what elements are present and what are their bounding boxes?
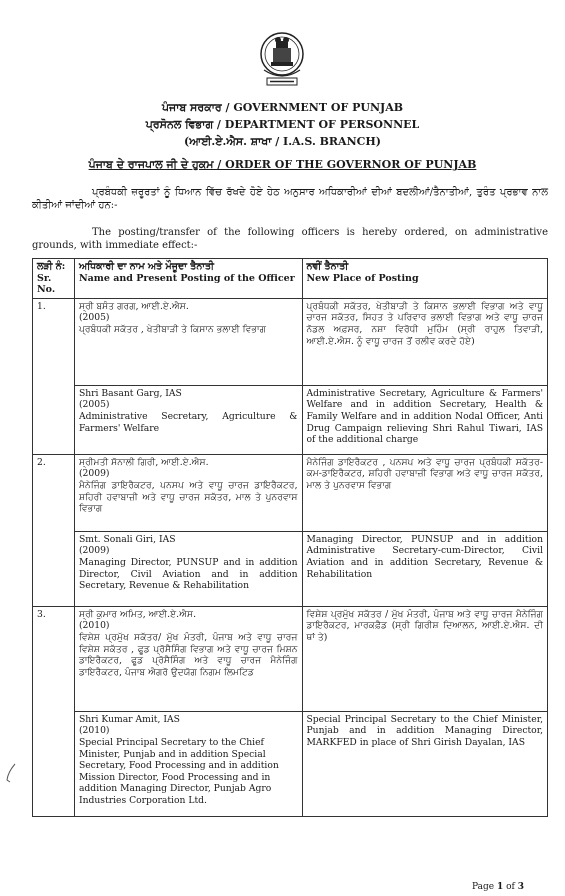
state-emblem-icon [258,30,306,92]
order-title: ਪੰਜਾਬ ਦੇ ਰਾਜਪਾਲ ਜੀ ਦੇ ਹੁਕਮ / ORDER OF THE GOVERNOR OF PUNJAB [88,158,477,171]
table-row [33,385,548,454]
present-posting: Administrative Secretary, Agriculture & Farmers' Welfare [78,410,298,434]
new-posting-english: Special Principal Secretary to the Chief Minister, Punjab and in addition Managing Director, MARKFED in place of Shri Girish Dayalan, IAS [302,711,548,816]
name-cell-english [74,385,302,454]
new-posting-punjabi: ਮੈਨੇਜਿੰਗ ਡਾਇਰੈਕਟਰ , ਪਨਸਪ ਅਤੇ ਵਾਧੂ ਚਾਰਜ ਪ੍ਰਬੰਧਕੀ ਸਕੱਤਰ-ਕਮ-ਡਾਇਰੈਕਟਰ, ਸ਼ਹਿਰੀ ਹਵਾਬਾਜ਼ੀ ਵਿਭਾਗ ਅਤੇ ਵਾਧੂ ਚਾਰਜ ਸਕੱਤਰ, ਮਾਲ ਤੇ ਪੁਨਰਵਾਸ ਵਿਭਾਗ [302,454,548,531]
table-row [33,454,548,531]
header-branch: (ਆਈ.ਏ.ਐਸ. ਸ਼ਾਖਾ / I.A.S. BRANCH) [184,135,381,148]
officer-name: Shri Kumar Amit, IAS [78,713,180,725]
header-new-en: New Place of Posting [306,272,419,284]
name-cell-english [74,531,302,606]
header-name-pa: ਅਧਿਕਾਰੀ ਦਾ ਨਾਮ ਅਤੇ ਮੌਜੂਦਾ ਤੈਨਾਤੀ [78,261,214,272]
name-cell-punjabi [74,298,302,385]
header-new [302,259,548,299]
table-header-row [33,259,548,299]
table-row [33,711,548,816]
officer-batch: (2009) [78,468,110,480]
name-cell-english [74,711,302,816]
header-name-en: Name and Present Posting of the Officer [78,272,295,284]
present-posting: Managing Director, PUNSUP and in addition Director, Civil Aviation and in addition Secretary, Revenue & Rehabilitation [78,556,298,592]
table-row [33,298,548,385]
new-posting-english: Administrative Secretary, Agriculture & Farmers' Welfare and in addition Secretary, Health & Family Welfare and in addition Nodal Officer, Anti Drug Campaign relieving Shri Rahul Tiwari, IAS of the additional charge [302,385,548,454]
officer-name: ਸ੍ਰੀ ਕੁਮਾਰ ਅਮਿਤ, ਆਈ.ਏ.ਐਸ. [78,608,197,620]
sr-cell: 1. [33,298,75,454]
present-posting: ਪ੍ਰਬੰਧਕੀ ਸਕੱਤਰ , ਖੇਤੀਬਾੜੀ ਤੇ ਕਿਸਾਨ ਭਲਾਈ ਵਿਭਾਗ [78,323,267,335]
present-posting: Special Principal Secretary to the Chief Minister, Punjab and in addition Special Secretary, Food Processing and in addition Mission Director, Food Processing and in addition Managing Director, Punjab Agro Industries Corporation Ltd. [78,736,279,806]
officer-batch: (2005) [78,312,110,324]
header-department: ਪ੍ਰਸੋਨਲ ਵਿਭਾਗ / DEPARTMENT OF PERSONNEL [145,118,420,131]
officer-batch: (2005) [78,399,110,411]
header-sr-pa: ਲੜੀ ਨੰ: [37,261,66,272]
pen-mark-icon [4,762,18,784]
officer-name: Smt. Sonali Giri, IAS [78,533,176,545]
name-cell-punjabi [74,454,302,531]
new-posting-english: Managing Director, PUNSUP and in addition Administrative Secretary-cum-Director, Civil Aviation and in addition Secretary, Revenue & Rehabilitation [302,531,548,606]
present-posting: ਮੈਨੇਜਿੰਗ ਡਾਇਰੈਕਟਰ, ਪਨਸਪ ਅਤੇ ਵਾਧੂ ਚਾਰਜ ਡਾਇਰੈਕਟਰ, ਸ਼ਹਿਰੀ ਹਵਾਬਾਜ਼ੀ ਅਤੇ ਵਾਧੂ ਚਾਰਜ ਸਕੱਤਰ, ਮਾਲ ਤੇ ਪੁਨਰਵਾਸ ਵਿਭਾਗ [78,479,298,515]
intro-punjabi: ਪ੍ਰਬੰਧਕੀ ਜ਼ਰੂਰਤਾਂ ਨੂੰ ਧਿਆਨ ਵਿੱਚ ਰੱਖਦੇ ਹੋਏ ਹੇਠ ਅਨੁਸਾਰ ਅਧਿਕਾਰੀਆਂ ਦੀਆਂ ਬਦਲੀਆਂ/ਤੈਨਾਤੀਆਂ, ਤੁਰੰਤ ਪ੍ਰਭਾਵ ਨਾਲ ਕੀਤੀਆਂ ਜਾਂਦੀਆਂ ਹਨ:- [32,187,548,211]
intro-english: The posting/transfer of the following officers is hereby ordered, on administrative grounds, with immediate effect:- [32,227,548,251]
officer-batch: (2010) [78,725,110,737]
sr-cell: 3. [33,606,75,816]
officer-batch: (2009) [78,545,110,557]
page-total: 3 [517,882,524,892]
header-new-pa: ਨਵੀਂ ਤੈਨਾਤੀ [306,261,349,272]
header-name [74,259,302,299]
present-posting: ਵਿਸ਼ੇਸ਼ ਪ੍ਰਮੁੱਖ ਸਕੱਤਰ/ ਮੁੱਖ ਮੰਤਰੀ, ਪੰਜਾਬ ਅਤੇ ਵਾਧੂ ਚਾਰਜ ਵਿਸ਼ੇਸ਼ ਸਕੱਤਰ , ਫੂਡ ਪ੍ਰੋਸੈਸਿੰਗ ਵਿਭਾਗ ਅਤੇ ਵਾਧੂ ਚਾਰਜ ਮਿਸ਼ਨ ਡਾਇਰੈਕਟਰ, ਫੂਡ ਪ੍ਰੋਸੈਸਿੰਗ ਅਤੇ ਵਾਧੂ ਚਾਰਜ ਮੈਨੇਜਿੰਗ ਡਾਇਰੈਕਟਰ, ਪੰਜਾਬ ਐਗਰੋ ਉਦਯੋਗ ਨਿਗਮ ਲਿਮਟਿਡ [78,631,298,678]
page-prefix: Page [472,882,497,892]
page-of: of [503,882,518,892]
page-current: 1 [496,882,504,892]
name-cell-punjabi [74,606,302,711]
header-government: ਪੰਜਾਬ ਸਰਕਾਰ / GOVERNMENT OF PUNJAB [161,101,404,114]
table-row [33,531,548,606]
officer-name: ਸ੍ਰੀ ਬਸੰਤ ਗਰਗ, ਆਈ.ਏ.ਐਸ. [78,300,189,312]
officer-name: ਸ੍ਰੀਮਤੀ ਸੋਨਾਲੀ ਗਿਰੀ, ਆਈ.ਏ.ਐਸ. [78,456,209,468]
header-sr-en: Sr. No. [37,272,56,296]
postings-table [32,258,548,817]
officer-batch: (2010) [78,620,110,632]
table-row [33,606,548,711]
header-sr [33,259,75,299]
officer-name: Shri Basant Garg, IAS [78,387,182,399]
new-posting-punjabi: ਵਿਸ਼ੇਸ਼ ਪ੍ਰਮੁੱਖ ਸਕੱਤਰ / ਮੁੱਖ ਮੰਤਰੀ, ਪੰਜਾਬ ਅਤੇ ਵਾਧੂ ਚਾਰਜ ਮੈਨੇਜਿੰਗ ਡਾਇਰੈਕਟਰ, ਮਾਰਕਫ਼ੈਡ (ਸ੍ਰੀ ਗਿਰੀਸ਼ ਦਿਆਲਨ, ਆਈ.ਏ.ਐਸ. ਦੀ ਥਾਂ ਤੇ) [302,606,548,711]
new-posting-punjabi: ਪ੍ਰਬੰਧਕੀ ਸਕੱਤਰ, ਖੇਤੀਬਾੜੀ ਤੇ ਕਿਸਾਨ ਭਲਾਈ ਵਿਭਾਗ ਅਤੇ ਵਾਧੂ ਚਾਰਜ ਸਕੱਤਰ, ਸਿਹਤ ਤੇ ਪਰਿਵਾਰ ਭਲਾਈ ਵਿਭਾਗ ਅਤੇ ਵਾਧੂ ਚਾਰਜ ਨੋਡਲ ਅਫ਼ਸਰ, ਨਸ਼ਾ ਵਿਰੋਧੀ ਮੁਹਿੰਮ (ਸ੍ਰੀ ਰਾਹੁਲ ਤਿਵਾੜੀ, ਆਈ.ਏ.ਐਸ. ਨੂੰ ਵਾਧੂ ਚਾਰਜ ਤੋਂ ਰਲੀਵ ਕਰਦੇ ਹੋਏ) [302,298,548,385]
sr-cell: 2. [33,454,75,606]
page-number [472,882,524,892]
